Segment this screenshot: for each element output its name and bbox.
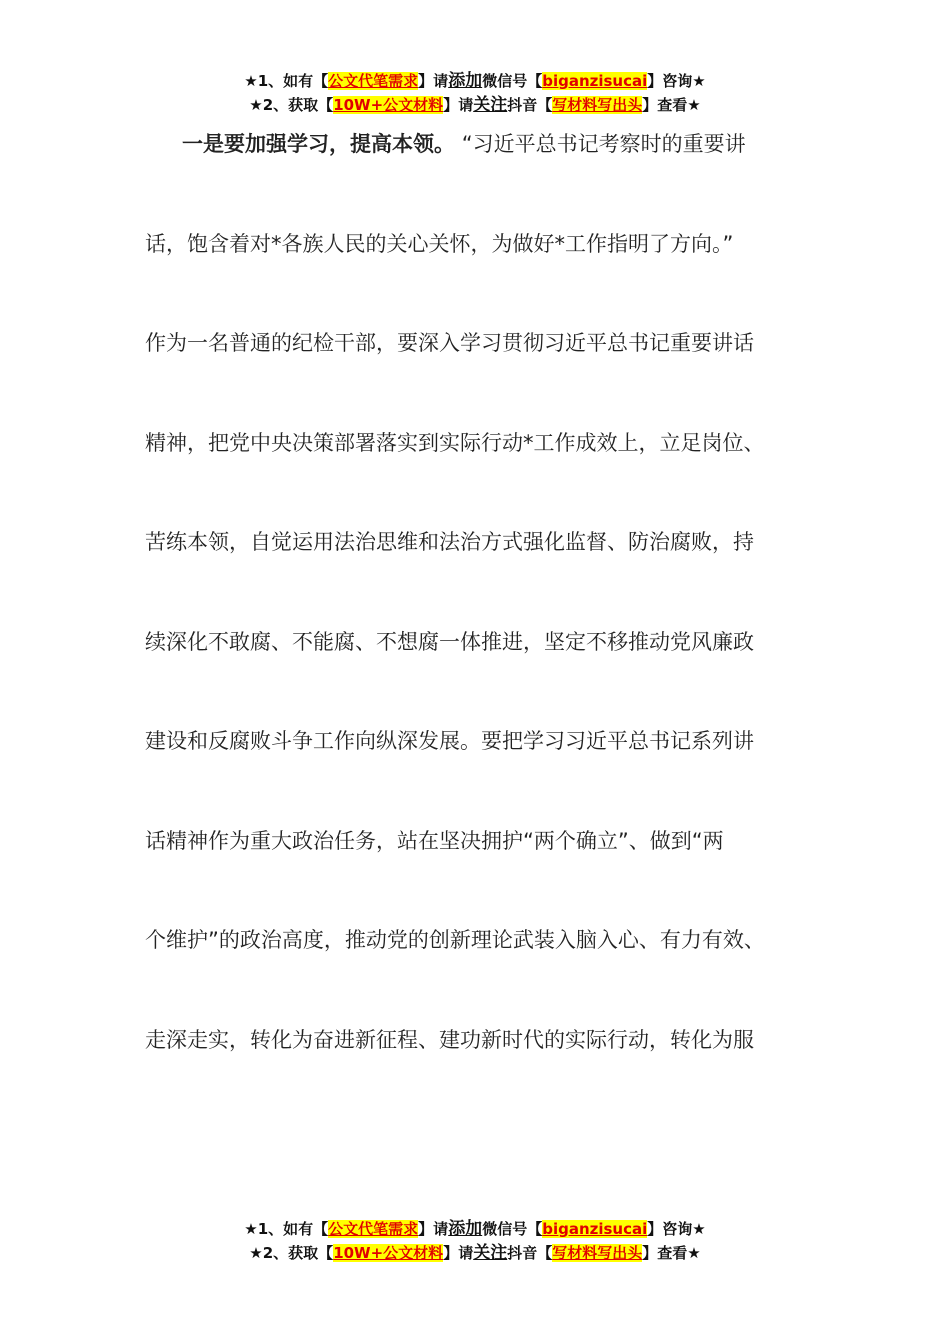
section-heading: 一是要加强学习，提高本领。 — [182, 132, 455, 156]
banner-emphasis: 关注 — [473, 95, 508, 115]
banner-line-2 — [0, 1241, 950, 1265]
banner-line-1 — [0, 69, 950, 93]
banner-text: 抖音【 — [507, 1244, 553, 1262]
banner-emphasis: 添加 — [448, 71, 483, 91]
banner-text: 】请 — [443, 1244, 474, 1262]
banner-text: 】请 — [418, 72, 449, 90]
banner-emphasis: 添加 — [448, 1219, 483, 1239]
banner-emphasis: 关注 — [473, 1243, 508, 1263]
body-line: 续深化不敢腐、不能腐、不想腐一体推进，坚定不移推动党风廉政 — [145, 629, 754, 654]
banner-text: 】请 — [418, 1220, 449, 1238]
body-line: 话，饱含着对*各族人民的关心关怀，为做好*工作指明了方向。” — [145, 231, 734, 256]
banner-highlight: 写材料写出头 — [552, 96, 643, 114]
banner-highlight: biganzisucai — [542, 1220, 648, 1238]
banner-text: 】咨询★ — [647, 72, 706, 90]
body-line: 苦练本领，自觉运用法治思维和法治方式强化监督、防治腐败，持 — [145, 530, 754, 554]
document-body — [145, 127, 815, 1090]
banner-text: 抖音【 — [507, 96, 553, 114]
banner-text: ★1、如有【 — [244, 1220, 329, 1238]
body-line: 个维护”的政治高度，推动党的创新理论武装入脑入心、有力有效、 — [145, 928, 765, 952]
banner-text: 微信号【 — [482, 1220, 543, 1238]
banner-text: 微信号【 — [482, 72, 543, 90]
body-line: 话精神作为重大政治任务，站在坚决拥护“两个确立”、做到“两 — [145, 828, 724, 853]
banner-highlight: 写材料写出头 — [552, 1244, 643, 1262]
banner-text: ★1、如有【 — [244, 72, 329, 90]
paragraph-first-line — [145, 95, 815, 195]
banner-text: 】咨询★ — [647, 1220, 706, 1238]
banner-highlight: 公文代笔需求 — [328, 1220, 419, 1238]
banner-highlight: biganzisucai — [542, 72, 648, 90]
body-line: 精神，把党中央决策部署落实到实际行动*工作成效上，立足岗位、 — [145, 430, 765, 455]
body-text: “习近平总书记考察时的重要讲 — [461, 132, 746, 156]
banner-text: ★2、获取【 — [249, 1244, 334, 1262]
banner-highlight: 公文代笔需求 — [328, 72, 419, 90]
body-line: 建设和反腐败斗争工作向纵深发展。要把学习习近平总书记系列讲 — [145, 729, 754, 753]
banner-highlight: 10W+公文材料 — [333, 96, 444, 114]
body-line: 走深走实，转化为奋进新征程、建功新时代的实际行动，转化为服 — [145, 1027, 754, 1052]
banner-highlight: 10W+公文材料 — [333, 1244, 444, 1262]
banner-text: 】请 — [443, 96, 474, 114]
footer-banner — [0, 1217, 950, 1265]
banner-text: ★2、获取【 — [249, 96, 334, 114]
banner-line-1 — [0, 1217, 950, 1241]
body-line: 作为一名普通的纪检干部，要深入学习贯彻习近平总书记重要讲话 — [145, 331, 754, 355]
banner-text: 】查看★ — [642, 1244, 701, 1262]
banner-text: 】查看★ — [642, 96, 701, 114]
